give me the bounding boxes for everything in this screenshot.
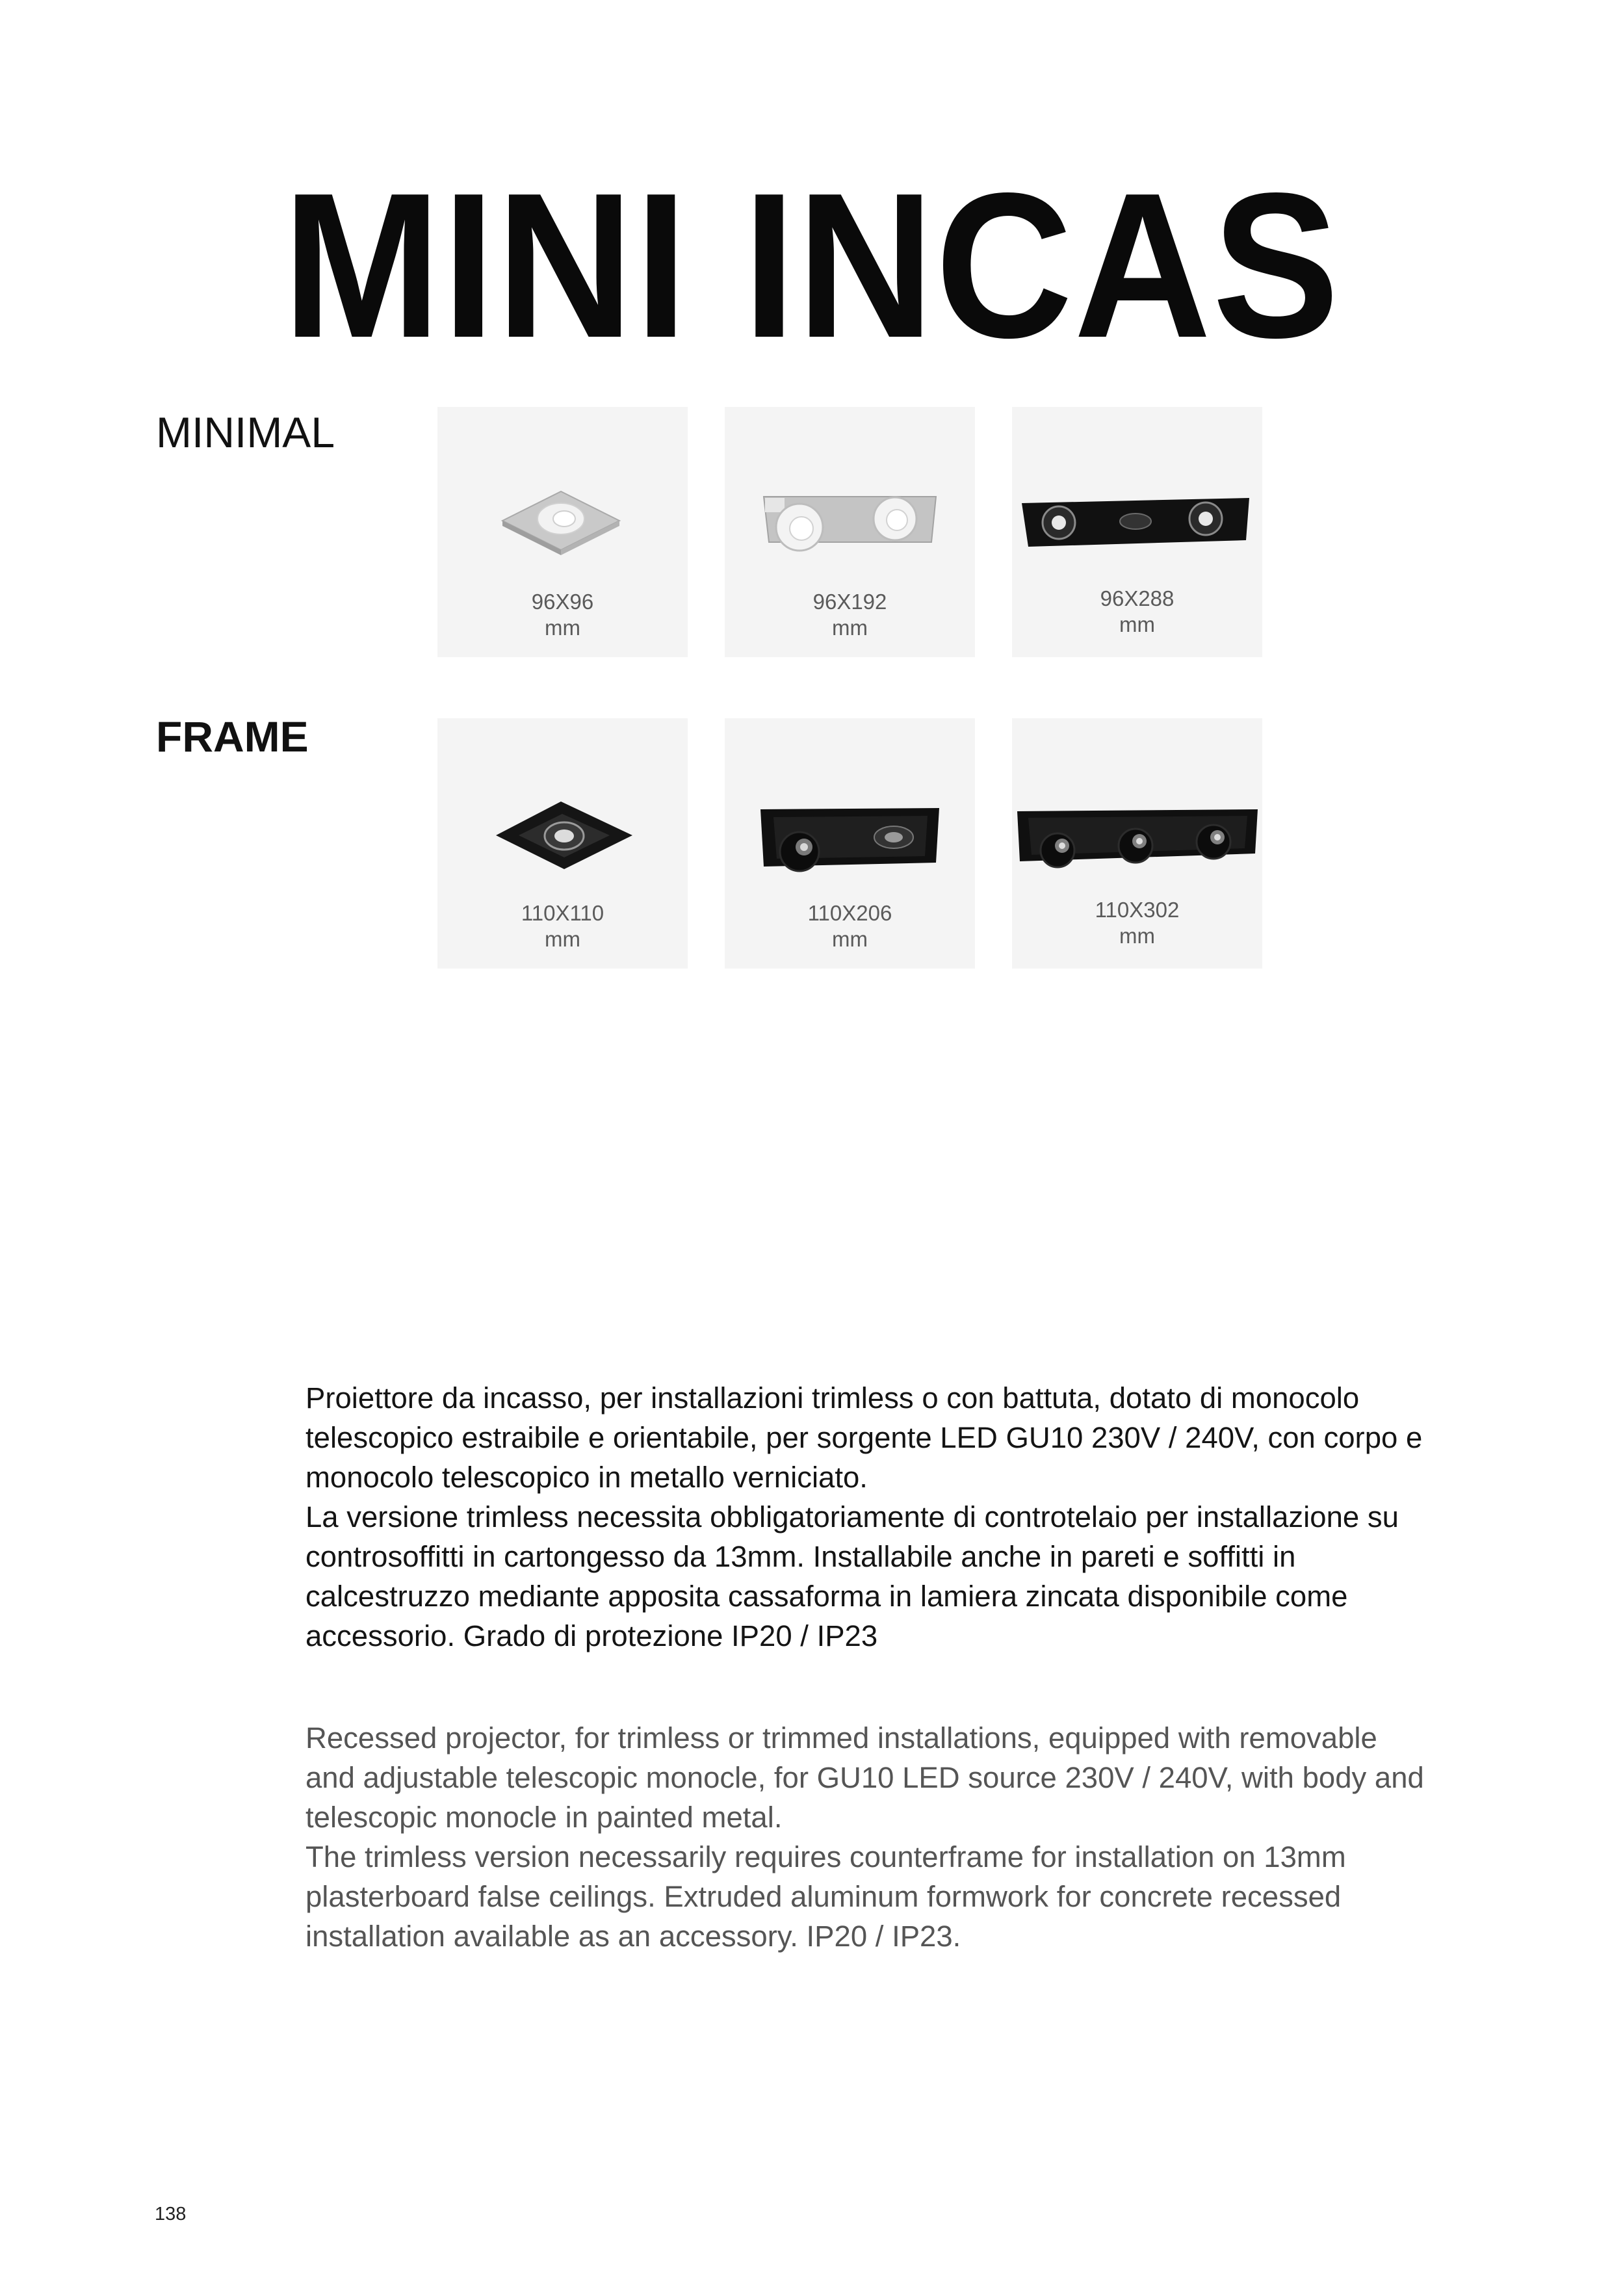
- product-size: 96X288: [1100, 586, 1175, 610]
- section-label-frame: FRAME: [156, 712, 309, 761]
- product-size: 110X206: [807, 901, 892, 925]
- description-english: [305, 1718, 1430, 1956]
- product-size: 96X96: [531, 590, 594, 614]
- product-card-frame-110x110: [437, 718, 688, 969]
- product-card-minimal-96x96: [437, 407, 688, 657]
- description-italian-paragraph: La versione trimless necessita obbligatoriamente di controtelaio per installazione su controsoffitti in cartongesso da 13mm. Installabile anche in pareti e soffitti in calcestruzzo mediante apposita cassaforma in lamiera zincata disponibile come accessorio. Grado di protezione IP20 / IP23: [305, 1500, 1399, 1652]
- product-card-frame-110x302: [1012, 718, 1262, 969]
- product-size: 110X110: [521, 901, 604, 925]
- product-card-minimal-96x192: [725, 407, 975, 657]
- product-unit: mm: [545, 616, 580, 640]
- description-italian: [305, 1378, 1430, 1656]
- product-size: 96X192: [812, 590, 887, 614]
- product-unit: mm: [545, 927, 580, 951]
- product-unit: mm: [1119, 612, 1155, 636]
- product-card-frame-110x206: [725, 718, 975, 969]
- product-card-minimal-96x288: [1012, 407, 1262, 657]
- page-number: 138: [155, 2204, 187, 2224]
- product-unit: mm: [832, 616, 868, 640]
- description-english-paragraph: Recessed projector, for trimless or trimmed installations, equipped with removable and adjustable telescopic monocle, for GU10 LED source 230V / 240V, with body and telescopic monocle in painted metal.: [305, 1721, 1424, 1834]
- product-unit: mm: [832, 927, 868, 951]
- description-italian-paragraph: Proiettore da incasso, per installazioni trimless o con battuta, dotato di monocolo telescopico estraibile e orientabile, per sorgente LED GU10 230V / 240V, con corpo e monocolo telescopico in metallo verniciato.: [305, 1381, 1423, 1494]
- product-size: 110X302: [1095, 898, 1180, 922]
- page-title: MINI INCAS: [282, 150, 1341, 381]
- description-english-paragraph: The trimless version necessarily requires counterframe for installation on 13mm plasterboard false ceilings. Extruded aluminum formwork for concrete recessed installation available as an accessory. IP20 / IP23.: [305, 1840, 1346, 1953]
- product-unit: mm: [1119, 924, 1155, 948]
- section-label-minimal: MINIMAL: [156, 408, 335, 456]
